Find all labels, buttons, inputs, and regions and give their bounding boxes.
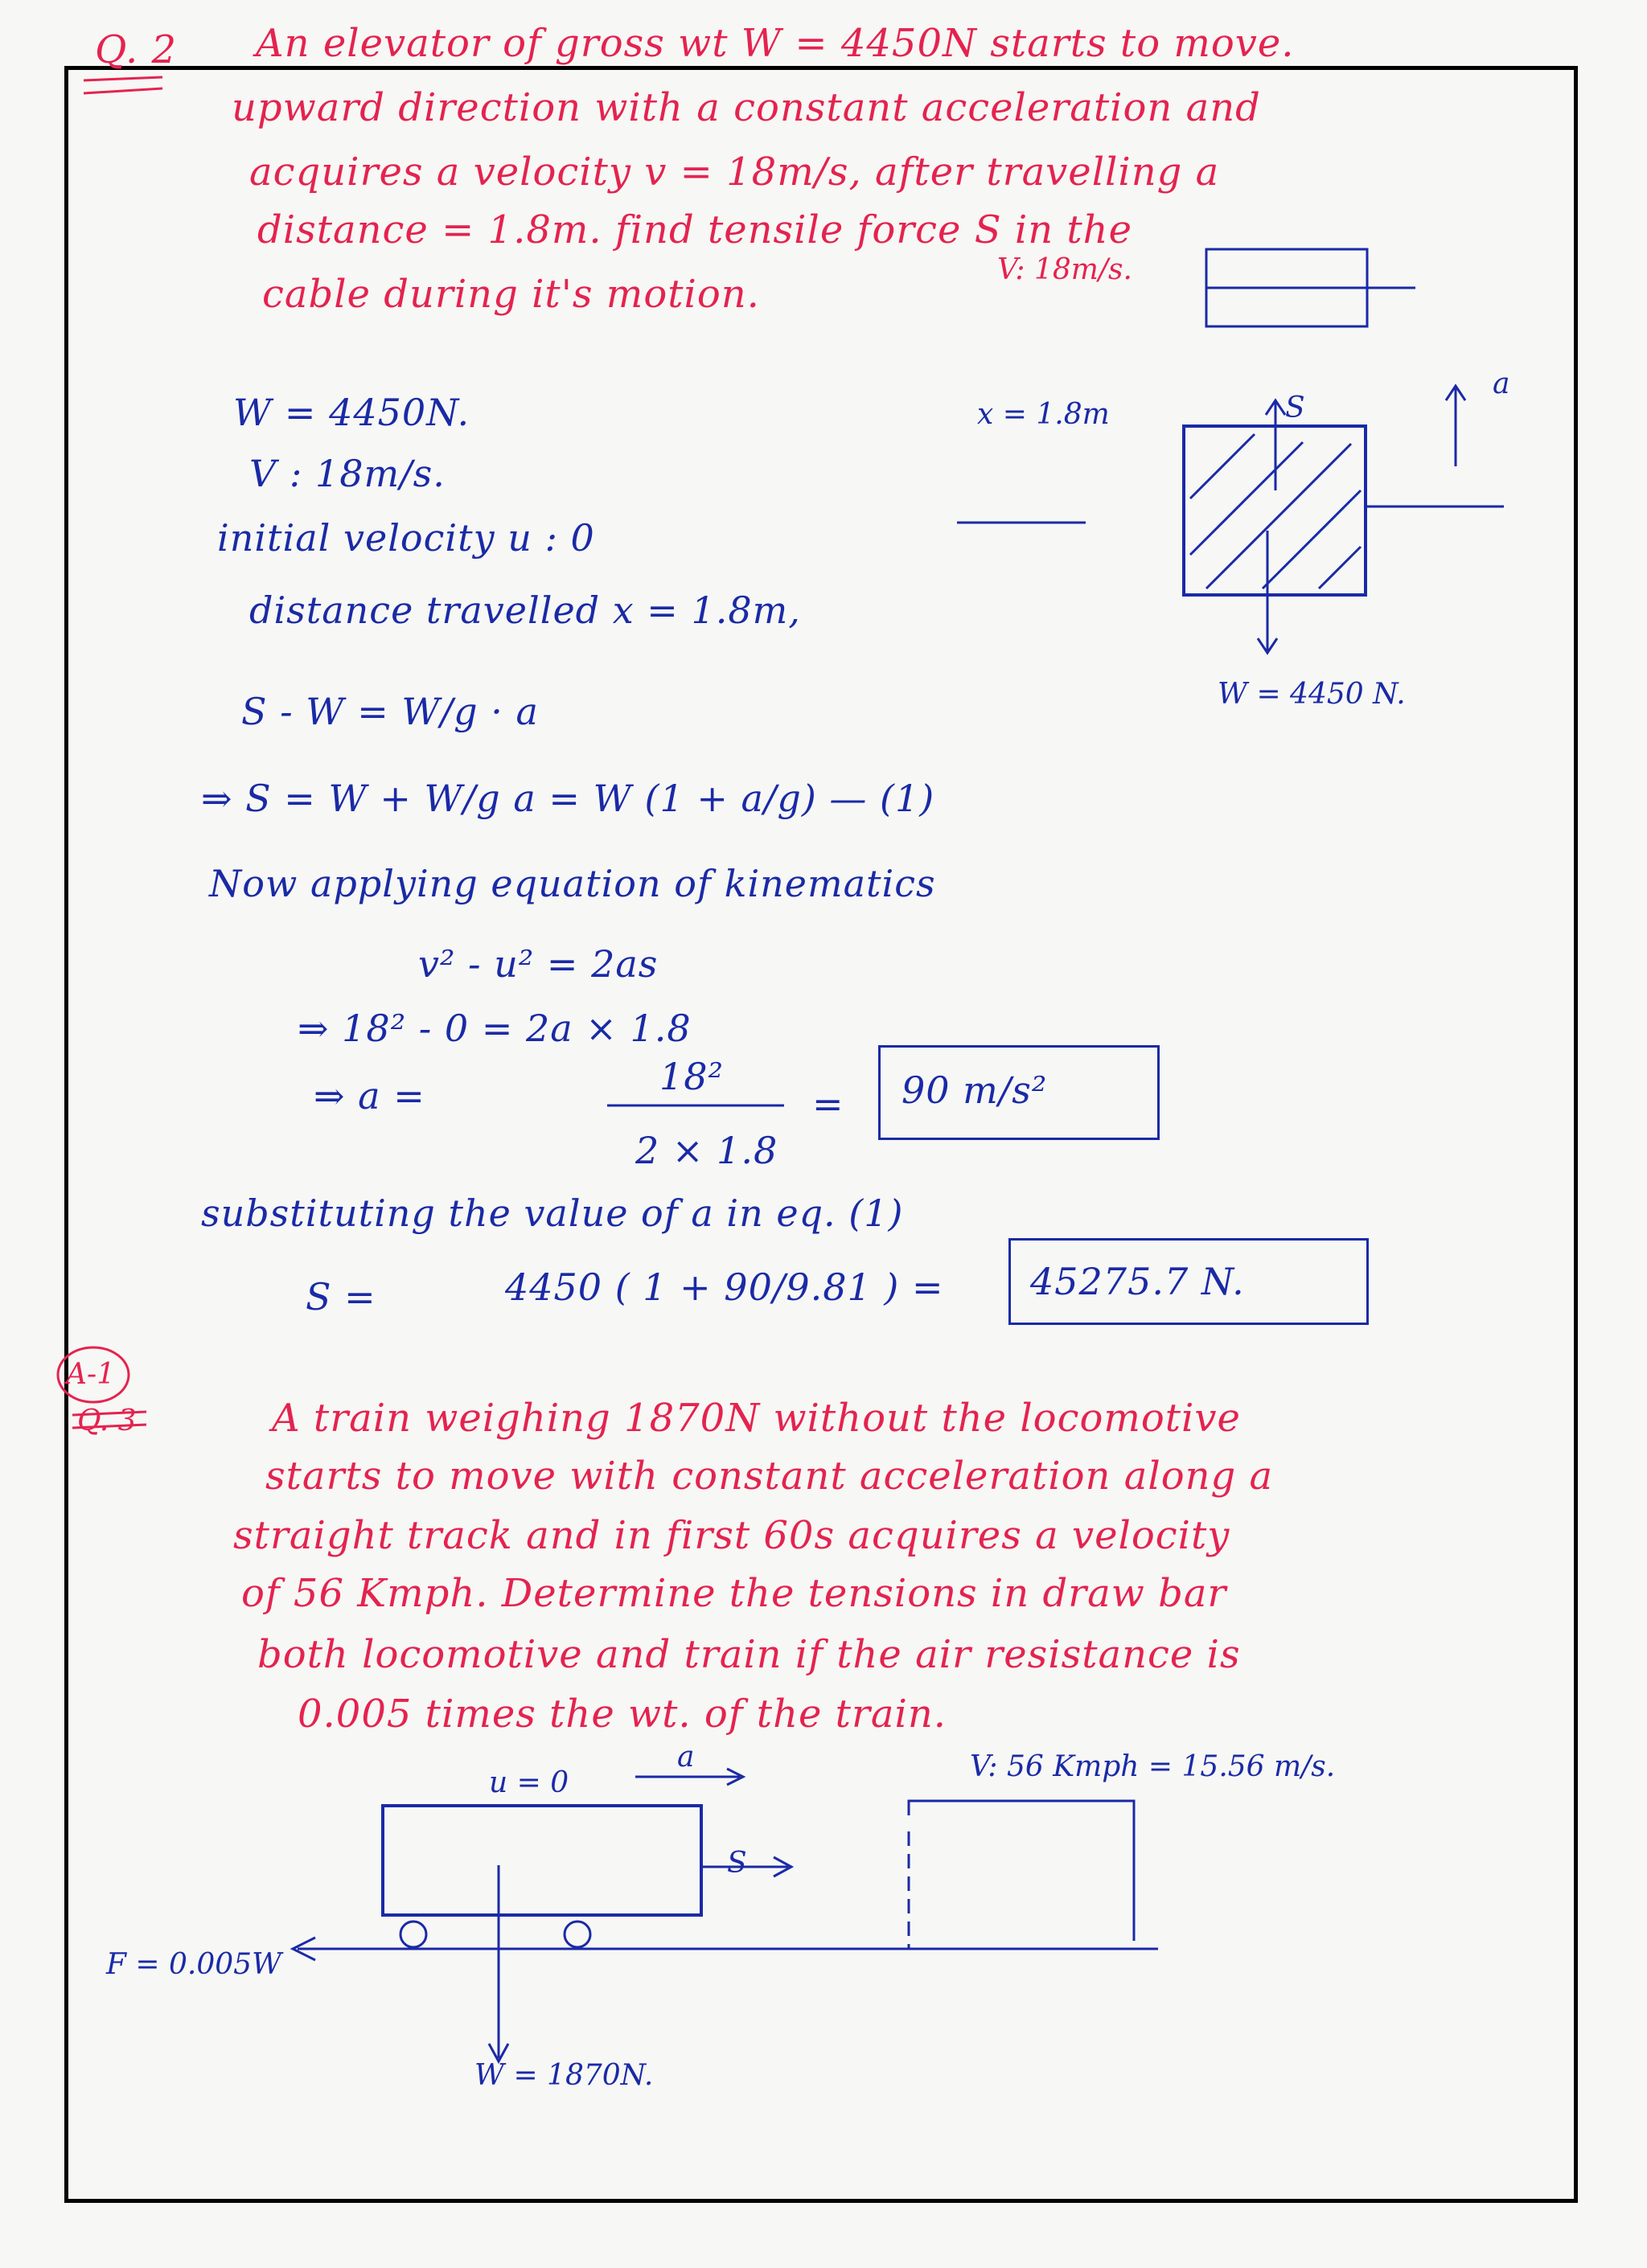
tension-expression: 4450 ( 1 + 90/9.81 ) = xyxy=(505,1265,944,1309)
given-initial-velocity: initial velocity u : 0 xyxy=(217,516,595,560)
q2-velocity-sketch xyxy=(1198,241,1423,330)
fraction-bar xyxy=(603,1101,788,1109)
fig-tension-label: S xyxy=(1285,392,1305,424)
q3-statement-line-1: A train weighing 1870N without the locomotive xyxy=(272,1396,1241,1441)
q2-statement-line-3: acquires a velocity v = 18m/s, after travelling a xyxy=(249,150,1220,195)
acceleration-lhs: ⇒ a = xyxy=(314,1074,425,1118)
q3-statement-line-3: straight track and in first 60s acquires a velocity xyxy=(233,1513,1230,1558)
kinematics-heading: Now applying equation of kinematics xyxy=(209,862,936,905)
tension-answer-box xyxy=(1008,1238,1369,1325)
q2-velocity-note: V: 18m/s. xyxy=(997,253,1132,286)
acceleration-answer: 90 m/s² xyxy=(902,1068,1048,1112)
equation-substitution: ⇒ 18² - 0 = 2a × 1.8 xyxy=(298,1007,692,1050)
acceleration-equals: = xyxy=(812,1082,844,1126)
q3-statement-line-5: both locomotive and train if the air resistance is xyxy=(257,1632,1241,1677)
q3-label: Q. 3 xyxy=(77,1405,137,1437)
fig-acceleration-label: a xyxy=(1493,367,1510,400)
q2-statement-line-4: distance = 1.8m. find tensile force S in the xyxy=(257,207,1132,252)
equation-kinematics: v² - u² = 2as xyxy=(418,942,659,986)
tension-answer: 45275.7 N. xyxy=(1030,1260,1245,1303)
q2-statement-line-1: An elevator of gross wt W = 4450N starts to move. xyxy=(256,21,1295,66)
train-weight-label: W = 1870N. xyxy=(474,2059,654,2092)
q2-label: Q. 2 xyxy=(95,27,178,72)
elevator-free-body-diagram xyxy=(949,378,1528,716)
train-initial-velocity: u = 0 xyxy=(489,1766,569,1799)
q2-statement-line-5: cable during it's motion. xyxy=(262,272,760,317)
q3-tag: A-1 xyxy=(66,1358,116,1391)
train-final-velocity: V: 56 Kmph = 15.56 m/s. xyxy=(970,1750,1336,1783)
given-distance: distance travelled x = 1.8m, xyxy=(249,589,801,632)
equation-tension: ⇒ S = W + W/g a = W (1 + a/g) — (1) xyxy=(201,777,935,820)
train-acceleration-label: a xyxy=(677,1741,695,1774)
acceleration-denominator: 2 × 1.8 xyxy=(635,1129,778,1172)
equation-newton: S - W = W/g · a xyxy=(241,690,539,733)
q2-underline xyxy=(80,74,169,106)
train-air-resistance-label: F = 0.005W xyxy=(106,1948,282,1981)
q3-statement-line-4: of 56 Kmph. Determine the tensions in draw bar xyxy=(241,1571,1227,1616)
given-weight: W = 4450N. xyxy=(233,391,470,434)
fig-weight-label: W = 4450 N. xyxy=(1218,678,1406,711)
fig-distance-label: x = 1.8m xyxy=(977,398,1110,431)
acceleration-numerator: 18² xyxy=(659,1055,724,1098)
train-tension-label: S xyxy=(727,1847,747,1880)
acceleration-answer-box xyxy=(878,1045,1160,1140)
q2-statement-line-2: upward direction with a constant acceleration and xyxy=(232,85,1261,130)
tension-lhs: S = xyxy=(306,1275,376,1319)
q3-statement-line-6: 0.005 times the wt. of the train. xyxy=(298,1692,947,1737)
given-velocity: V : 18m/s. xyxy=(249,452,446,495)
q3-statement-line-2: starts to move with constant acceleration along a xyxy=(265,1454,1274,1499)
substitution-text: substituting the value of a in eq. (1) xyxy=(201,1191,904,1235)
